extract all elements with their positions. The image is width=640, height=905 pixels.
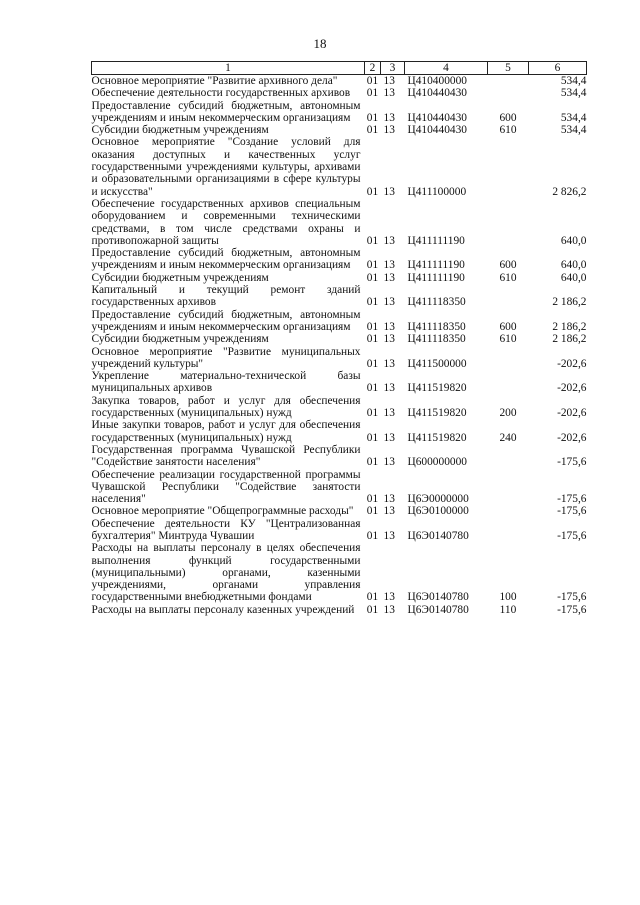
row-expense-type	[488, 87, 529, 99]
row-section: 01	[366, 603, 379, 616]
row-name: Предоставление субсидий бюджетным, автономным учреждениям и иным некоммерческим организациям	[91, 99, 361, 124]
page-number: 18	[313, 36, 327, 51]
row-section: 01	[366, 456, 379, 469]
row-subsection: 13	[383, 591, 395, 604]
table-row	[92, 370, 587, 395]
row-expense-type: 610	[499, 271, 517, 284]
column-header: 3	[381, 62, 405, 75]
table-row	[92, 100, 587, 125]
row-expense-type: 110	[499, 603, 517, 616]
table-row	[92, 136, 587, 197]
row-amount: -175,6	[557, 591, 587, 604]
row-target-code: Ц411519820	[407, 407, 467, 420]
row-section: 01	[366, 124, 379, 137]
row-section: 01	[366, 591, 379, 604]
row-target-code: Ц411519820	[407, 382, 467, 395]
row-name: Основное мероприятие "Развитие муниципальных учреждений культуры"	[91, 345, 361, 370]
table-row	[92, 419, 587, 444]
row-subsection: 13	[383, 357, 395, 370]
row-target-code: Ц411100000	[407, 185, 467, 198]
row-target-code: Ц6Э0140780	[407, 591, 469, 604]
row-expense-type	[488, 444, 529, 469]
table-row	[92, 247, 587, 272]
row-amount: 640,0	[560, 259, 587, 272]
row-expense-type	[488, 75, 529, 88]
row-subsection: 13	[383, 111, 395, 124]
row-expense-type	[488, 346, 529, 371]
column-header: 1	[92, 62, 365, 75]
table-row	[92, 333, 587, 345]
row-name: Субсидии бюджетным учреждениям	[91, 333, 269, 346]
row-expense-type	[488, 518, 529, 543]
column-header: 4	[405, 62, 488, 75]
table-row	[92, 505, 587, 517]
row-expense-type: 610	[499, 333, 517, 346]
row-expense-type	[488, 198, 529, 247]
row-expense-type	[488, 136, 529, 197]
row-expense-type	[488, 505, 529, 517]
table-row	[92, 284, 587, 309]
row-subsection: 13	[383, 185, 395, 198]
table-row	[92, 395, 587, 420]
row-amount: -202,6	[557, 382, 587, 395]
row-section: 01	[366, 505, 379, 518]
row-expense-type: 240	[499, 431, 517, 444]
table-row	[92, 309, 587, 334]
table-row	[92, 469, 587, 506]
row-amount: 640,0	[560, 271, 587, 284]
row-target-code: Ц411118350	[407, 333, 466, 346]
row-subsection: 13	[383, 320, 395, 333]
row-subsection: 13	[383, 529, 395, 542]
table-row	[92, 272, 587, 284]
table-row	[92, 542, 587, 603]
row-subsection: 13	[383, 407, 395, 420]
row-target-code: Ц411118350	[407, 320, 466, 333]
row-amount: 534,4	[560, 124, 587, 137]
row-target-code: Ц6Э0000000	[407, 493, 469, 506]
row-section: 01	[366, 529, 379, 542]
row-section: 01	[366, 185, 379, 198]
row-subsection: 13	[383, 271, 395, 284]
table-row	[92, 87, 587, 99]
row-amount: -175,6	[557, 529, 587, 542]
row-amount: 534,4	[560, 75, 587, 87]
row-subsection: 13	[383, 124, 395, 137]
row-subsection: 13	[383, 493, 395, 506]
row-amount: -175,6	[557, 603, 587, 616]
column-header: 5	[488, 62, 529, 75]
budget-table	[91, 61, 587, 616]
row-target-code: Ц600000000	[407, 456, 467, 469]
column-header: 2	[365, 62, 381, 75]
row-section: 01	[366, 320, 379, 333]
row-section: 01	[366, 87, 379, 100]
row-target-code: Ц6Э0140780	[407, 603, 469, 616]
row-name: Обеспечение деятельности государственных архивов	[91, 87, 351, 100]
row-expense-type	[488, 284, 529, 309]
row-amount: -175,6	[557, 505, 587, 518]
row-target-code: Ц411111190	[407, 271, 465, 284]
row-name: Закупка товаров, работ и услуг для обеспечения государственных (муниципальных) нужд	[91, 394, 361, 420]
table-row	[92, 198, 587, 247]
row-name: Основное мероприятие "Развитие архивного дела"	[91, 75, 338, 87]
row-expense-type: 200	[499, 407, 517, 420]
row-subsection: 13	[383, 431, 395, 444]
row-name: Предоставление субсидий бюджетным, автономным учреждениям и иным некоммерческим организациям	[91, 247, 361, 272]
table-row	[92, 518, 587, 543]
row-name: Обеспечение реализации государственной программы Чувашской Республики "Содействие занятости населения"	[91, 468, 361, 506]
row-section: 01	[366, 357, 379, 370]
row-expense-type: 600	[499, 320, 517, 333]
row-section: 01	[366, 407, 379, 420]
row-subsection: 13	[383, 259, 395, 272]
row-subsection: 13	[383, 382, 395, 395]
row-name: Капитальный и текущий ремонт зданий государственных архивов	[91, 284, 361, 309]
row-target-code: Ц410440430	[407, 124, 467, 137]
table-row	[92, 444, 587, 469]
row-amount: -175,6	[557, 456, 587, 469]
row-amount: 2 826,2	[552, 185, 587, 198]
row-name: Основное мероприятие "Создание условий для оказания доступных и качественных услуг государственными учреждениями культуры, архивами и образовательными организациями в сфере культуры и искусства"	[91, 136, 361, 198]
row-expense-type: 600	[499, 259, 517, 272]
row-name: Предоставление субсидий бюджетным, автономным учреждениям и иным некоммерческим организациям	[91, 308, 361, 333]
table-row	[92, 75, 587, 88]
row-section: 01	[366, 296, 379, 309]
row-expense-type	[488, 469, 529, 506]
row-subsection: 13	[383, 75, 395, 87]
row-name: Обеспечение деятельности КУ "Централизованная бухгалтерия" Минтруда Чувашии	[91, 517, 361, 542]
row-name: Основное мероприятие "Общепрограммные расходы"	[91, 505, 354, 518]
column-header: 6	[529, 62, 587, 75]
row-target-code: Ц6Э0140780	[407, 529, 469, 542]
row-name: Обеспечение государственных архивов специальным оборудованием и современными техническими средствами, в том числе средствами охраны и противопожарной защиты	[91, 197, 361, 247]
table-body	[92, 75, 587, 617]
row-name: Иные закупки товаров, работ и услуг для обеспечения государственных (муниципальных) нужд	[91, 419, 361, 444]
row-target-code: Ц410440430	[407, 111, 467, 124]
row-amount: 2 186,2	[552, 320, 587, 333]
row-target-code: Ц411118350	[407, 296, 466, 309]
row-subsection: 13	[383, 234, 395, 247]
row-section: 01	[366, 111, 379, 124]
row-section: 01	[366, 382, 379, 395]
row-amount: -175,6	[557, 493, 587, 506]
row-amount: -202,6	[557, 431, 587, 444]
row-amount: 2 186,2	[552, 296, 587, 309]
row-subsection: 13	[383, 603, 395, 616]
row-target-code: Ц411519820	[407, 431, 467, 444]
row-subsection: 13	[383, 333, 395, 346]
table-row	[92, 604, 587, 616]
row-target-code: Ц410400000	[407, 75, 467, 87]
table-row	[92, 124, 587, 136]
row-target-code: Ц6Э0100000	[407, 505, 469, 518]
row-name: Расходы на выплаты персоналу в целях обеспечения выполнения функций государственными (муниципальными) органами, казенными учреждениями, органами управления государственными внебюджетными фондами	[91, 542, 361, 604]
row-amount: -202,6	[557, 407, 587, 420]
row-expense-type: 610	[499, 124, 517, 137]
row-name: Субсидии бюджетным учреждениям	[91, 271, 269, 284]
table-row	[92, 346, 587, 371]
row-section: 01	[366, 271, 379, 284]
row-expense-type: 600	[499, 111, 517, 124]
row-target-code: Ц411500000	[407, 357, 467, 370]
row-amount: 534,4	[560, 111, 587, 124]
row-amount: 640,0	[560, 234, 587, 247]
row-target-code: Ц410440430	[407, 87, 467, 100]
row-name: Укрепление материально-технической базы муниципальных архивов	[91, 370, 361, 395]
row-section: 01	[366, 259, 379, 272]
row-subsection: 13	[383, 505, 395, 518]
row-section: 01	[366, 493, 379, 506]
row-amount: 534,4	[560, 87, 587, 100]
row-section: 01	[366, 234, 379, 247]
row-section: 01	[366, 333, 379, 346]
row-expense-type: 100	[499, 591, 517, 604]
row-expense-type	[488, 370, 529, 395]
row-name: Расходы на выплаты персоналу казенных учреждений	[91, 603, 355, 616]
row-amount: -202,6	[557, 357, 587, 370]
row-section: 01	[366, 431, 379, 444]
row-name: Государственная программа Чувашской Республики "Содействие занятости населения"	[91, 443, 361, 469]
row-amount: 2 186,2	[552, 333, 587, 346]
row-name: Субсидии бюджетным учреждениям	[91, 124, 269, 137]
row-target-code: Ц411111190	[407, 234, 465, 247]
row-subsection: 13	[383, 456, 395, 469]
row-subsection: 13	[383, 87, 395, 100]
table-header-row	[92, 62, 587, 75]
row-section: 01	[366, 75, 379, 87]
row-subsection: 13	[383, 296, 395, 309]
row-target-code: Ц411111190	[407, 259, 465, 272]
